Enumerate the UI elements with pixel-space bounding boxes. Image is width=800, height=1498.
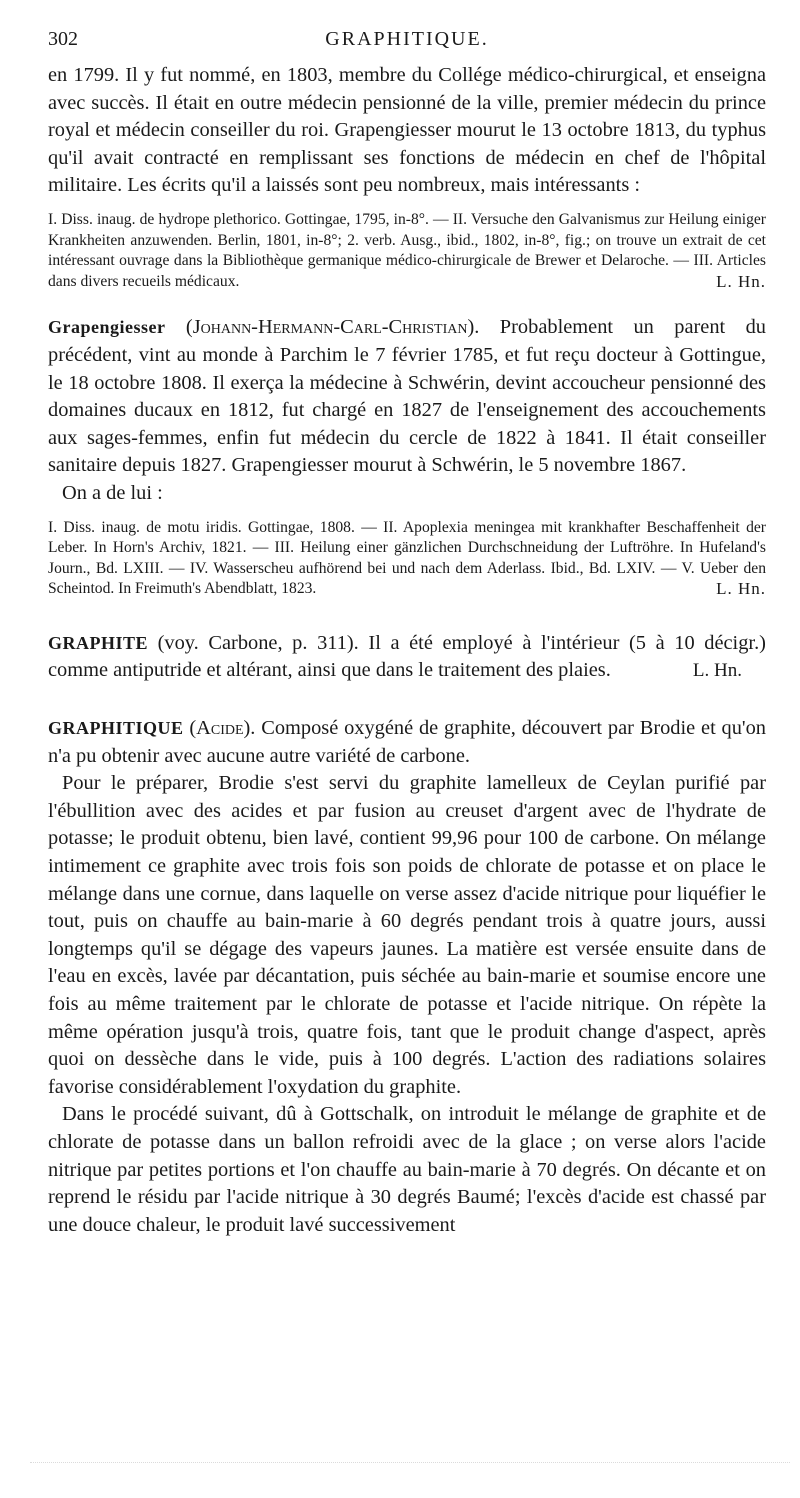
signature-3: L. Hn. [692,660,742,682]
page-header [48,28,766,62]
entry-2-names: (Johann-Hermann-Carl-Christian). [185,316,480,339]
signature-2: L. Hn. [716,579,766,599]
page-number: 302 [48,28,78,50]
entry-4-names: (Acide). [189,717,256,740]
entry-3-see: (voy. Carbone, p. 311). [157,631,359,654]
references-1 [48,210,766,292]
entry-4-paragraph [48,715,766,770]
references-2-text: I. Diss. inaug. de motu iridis. Gottingae, 1808. — II. Apoplexia meningea mit krankhafter Beschaffenheit der Leber. In Horn's Archiv, 1821. — III. Heilung einer gänzlichen Durchschneidung der Luftröhre. In Hufeland's Journ., Bd. LXIII. — IV. Wasserscheu aufhörend bei und nach dem Aderlass. Ibid., Bd. LXIV. — V. Ueber den Scheintod. In Freimuth's Abendblatt, 1823. [48,518,766,598]
entry-2-works-intro: On a de lui : [62,481,163,504]
entry-graphite [48,630,766,685]
page [48,28,766,1239]
entry-2-headword: Grapengiesser [48,317,166,338]
references-1-text: I. Diss. inaug. de hydrope plethorico. Gottingae, 1795, in-8°. — II. Versuche den Galvanismus zur Heilung einiger Krankheiten anzuwenden. Berlin, 1801, in-8°; 2. verb. Ausg., ibid., 1802, in-8°, fig.; on trouve un extrait de cet intéressant ouvrage dans la Bibliothèque germanique médico-chirurgicale de Brewer et Delaroche. — III. Articles dans divers recueils médicaux. [48,210,766,290]
entry-3-paragraph [48,630,766,685]
entry-4-para-2: Dans le procédé suivant, dû à Gottschalk, on introduit le mélange de graphite et de chlorate de potasse dans un ballon refroidi avec de la glace ; on verse alors l'acide nitrique par petites portions et l'on chauffe au bain-marie à 70 degrés. On décante et on reprend le résidu par l'acide nitrique à 30 degrés Baumé; l'excès d'acide est chassé par une douce chaleur, le produit lavé successivement [48,1103,766,1236]
running-title: GRAPHITIQUE. [325,28,489,50]
references-2 [48,518,766,600]
signature-1: L. Hn. [716,271,766,291]
entry-2-paragraph [48,314,766,480]
intro-paragraph: en 1799. Il y fut nommé, en 1803, membre du Collége médico-chirurgical, et enseigna avec succès. Il était en outre médecin pensionné de la ville, premier médecin du prince royal et médecin conseiller du roi. Grapengiesser mourut le 13 octobre 1813, du typhus qu'il avait contracté en remplissant ses fonctions de médecin en chef de l'hôpital militaire. Les écrits qu'il a laissés sont peu nombreux, mais intéressants : [48,64,766,197]
entry-3-headword: GRAPHITE [48,632,149,653]
entry-4-para-1: Pour le préparer, Brodie s'est servi du graphite lamelleux de Ceylan purifié par l'ébullition avec des acides et par fusion au creuset d'argent avec de l'hydrate de potasse; le produit obtenu, bien lavé, contient 99,96 pour 100 de carbone. On mélange intimement ce graphite avec trois fois son poids de chlorate de potasse et on place le mélange dans une cornue, dans laquelle on verse assez d'acide nitrique pour liquéfier le tout, puis on chauffe au bain-marie à 60 degrés pendant trois à quatre jours, aussi longtemps qu'il se dégage des vapeurs jaunes. La matière est versée ensuite dans de l'eau en excès, lavée par décantation, puis séchée au bain-marie et soumise encore une fois au même traitement par le chlorate de potasse et l'acide nitrique. On répète la même opération jusqu'à trois, quatre fois, tant que le produit change d'aspect, après quoi on dessèche dans le vide, puis à 100 degrés. L'action des radiations solaires favorise considérablement l'oxydation du graphite. [48,772,766,1098]
entry-4-text: Composé oxygéné de graphite, découvert par Brodie et qu'on n'a pu obtenir avec aucune autre variété de carbone. [48,717,766,767]
entry-3-text: Il a été employé à l'intérieur (5 à 10 décigr.) comme antiputride et altérant, ainsi que dans le traitement des plaies. [48,631,766,682]
entry-graphitique [48,715,766,1239]
entry-4-headword: GRAPHITIQUE [48,718,184,739]
entry-2-text: Probablement un parent du précédent, vint au monde à Parchim le 7 février 1785, et fut reçu docteur à Gottingue, le 18 octobre 1808. Il exerça la médecine à Schwérin, devint accoucheur pensionné des domaines ducaux en 1812, fut chargé en 1827 de l'enseignement des accouchements aux sages-femmes, enfin fut médecin du cercle de 1822 à 1841. Il était conseiller sanitaire depuis 1827. Grapengiesser mourut à Schwérin, le 5 novembre 1867. [48,316,766,477]
entry-grapengiesser-johann [48,314,766,600]
bottom-margin-noise [30,1462,790,1469]
